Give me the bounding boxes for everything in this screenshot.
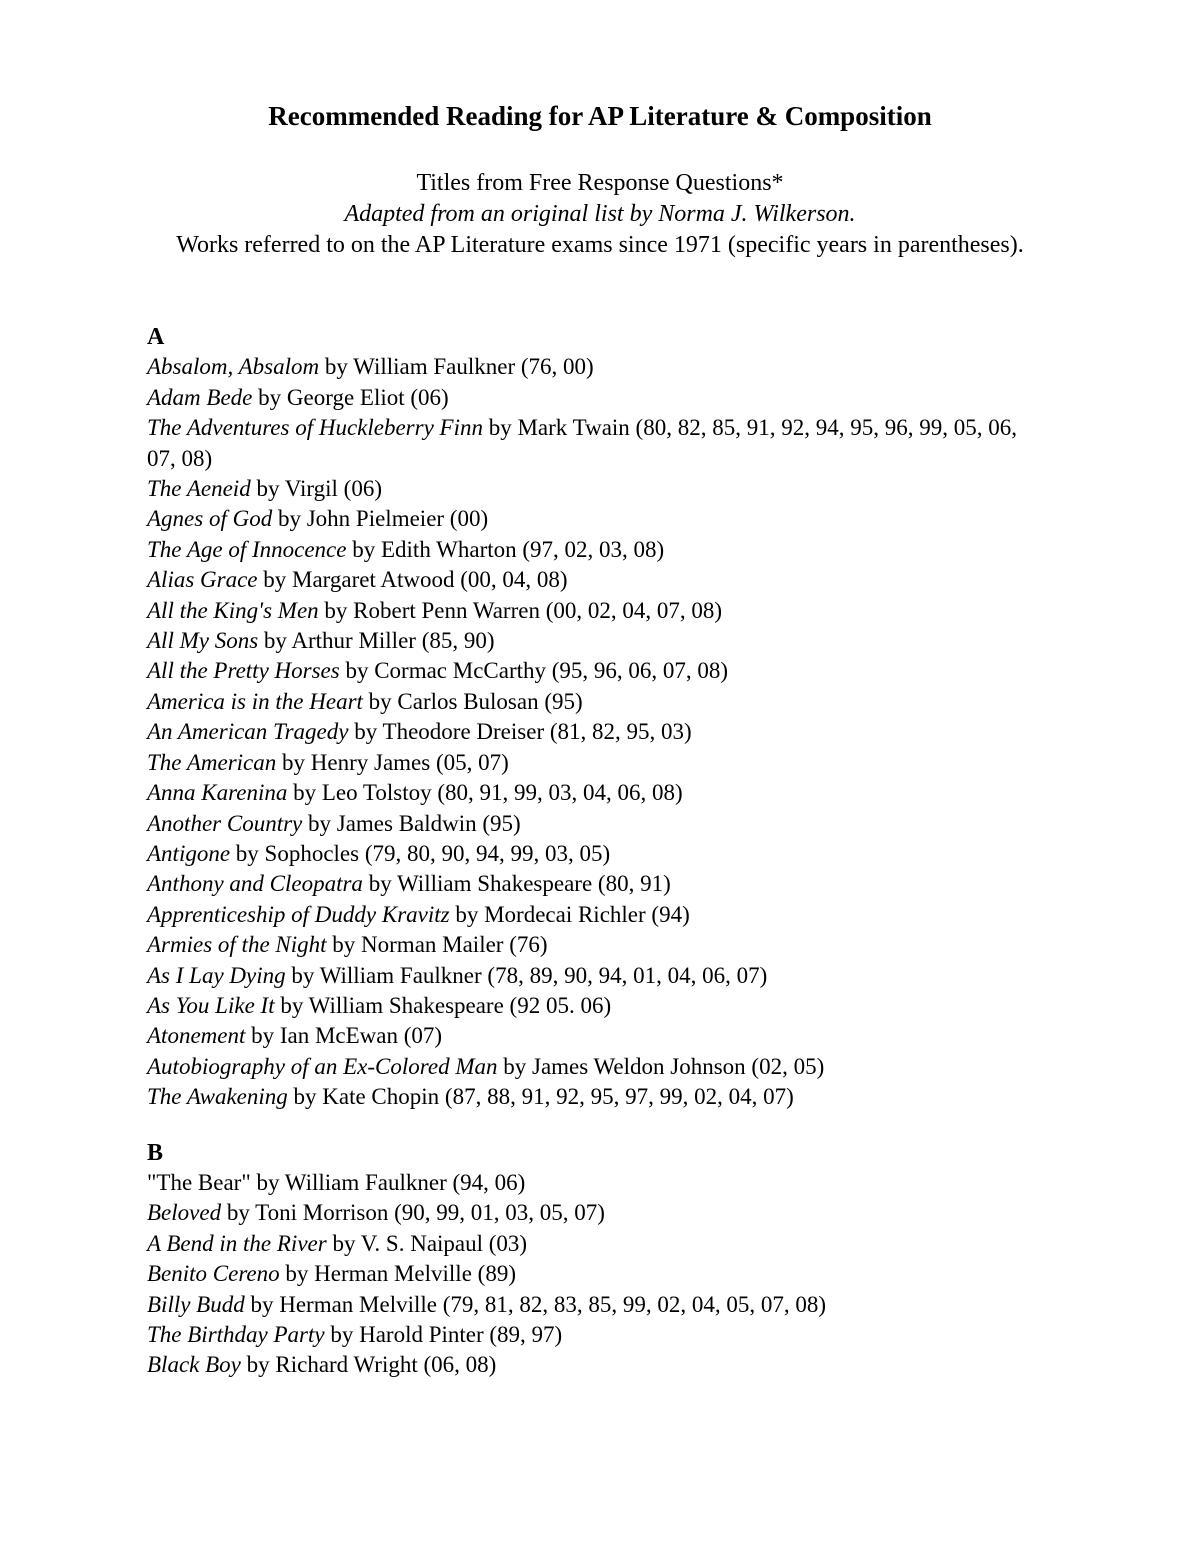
- list-item: [147, 930, 1047, 960]
- book-title: The Aeneid: [147, 476, 251, 502]
- list-item: [147, 839, 1047, 869]
- list-item: [147, 352, 1047, 382]
- book-details: by William Shakespeare (80, 91): [362, 871, 671, 897]
- book-details: by Herman Melville (79, 81, 82, 83, 85, 99, 02, 04, 05, 07, 08): [244, 1291, 827, 1317]
- book-details: by George Eliot (06): [252, 384, 449, 410]
- list-item: [147, 869, 1047, 899]
- book-title: A Bend in the River: [147, 1230, 327, 1256]
- list-item: [147, 1198, 1047, 1228]
- book-details: by Arthur Miller (85, 90): [258, 628, 495, 654]
- book-details: by Ian McEwan (07): [245, 1023, 443, 1049]
- reading-list: [147, 322, 1047, 1381]
- book-details: by William Faulkner (76, 00): [319, 354, 594, 380]
- book-details: by William Faulkner (78, 89, 90, 94, 01, 04, 06, 07): [285, 962, 768, 988]
- book-details: by Henry James (05, 07): [276, 749, 509, 775]
- book-details: by Herman Melville (89): [279, 1261, 516, 1287]
- book-title: Billy Budd: [147, 1291, 245, 1317]
- list-item: [147, 1168, 1047, 1198]
- list-item: [147, 1320, 1047, 1350]
- book-title: The Age of Innocence: [147, 536, 347, 562]
- book-title: The Awakening: [147, 1084, 288, 1110]
- list-item: [147, 1229, 1047, 1259]
- book-details: "The Bear" by William Faulkner (94, 06): [147, 1169, 526, 1195]
- section-spacer: [147, 1113, 1047, 1138]
- book-title: Benito Cereno: [147, 1261, 280, 1287]
- book-details: by Norman Mailer (76): [326, 932, 548, 958]
- book-details: by Mark Twain (80, 82, 85, 91, 92, 94, 95, 96, 99, 05, 06, 07, 08): [147, 415, 1017, 471]
- list-item: [147, 778, 1047, 808]
- book-title: As You Like It: [147, 992, 275, 1018]
- intro-subtitle: Titles from Free Response Questions*: [416, 170, 784, 196]
- book-title: Beloved: [147, 1200, 222, 1226]
- intro-description: Works referred to on the AP Literature exams since 1971 (specific years in parentheses).: [176, 232, 1024, 258]
- book-title: All the Pretty Horses: [147, 658, 340, 684]
- book-title: All the King's Men: [147, 597, 319, 623]
- book-details: by William Shakespeare (92 05. 06): [274, 992, 612, 1018]
- book-title: Autobiography of an Ex-Colored Man: [147, 1053, 498, 1079]
- book-title: Antigone: [147, 840, 231, 866]
- book-title: The American: [147, 749, 277, 775]
- intro-block: [150, 168, 1050, 261]
- book-title: All My Sons: [147, 628, 259, 654]
- section-b: [147, 1138, 1047, 1381]
- book-details: by Edith Wharton (97, 02, 03, 08): [346, 536, 665, 562]
- book-title: America is in the Heart: [147, 688, 363, 714]
- list-item: [147, 626, 1047, 656]
- book-details: by Carlos Bulosan (95): [362, 688, 583, 714]
- book-details: by Kate Chopin (87, 88, 91, 92, 95, 97, 99, 02, 04, 07): [287, 1084, 794, 1110]
- list-item: [147, 413, 1047, 474]
- list-item: [147, 961, 1047, 991]
- book-title: Anthony and Cleopatra: [147, 871, 363, 897]
- book-title: Another Country: [147, 810, 303, 836]
- book-details: by Leo Tolstoy (80, 91, 99, 03, 04, 06, 08): [287, 780, 683, 806]
- book-title: As I Lay Dying: [147, 962, 286, 988]
- book-title: Agnes of God: [147, 506, 273, 532]
- list-item: [147, 1021, 1047, 1051]
- book-details: by Robert Penn Warren (00, 02, 04, 07, 08): [318, 597, 723, 623]
- book-details: by John Pielmeier (00): [272, 506, 489, 532]
- book-details: by Cormac McCarthy (95, 96, 06, 07, 08): [339, 658, 729, 684]
- list-item: [147, 535, 1047, 565]
- book-details: by Virgil (06): [250, 476, 382, 502]
- book-details: by James Weldon Johnson (02, 05): [497, 1053, 825, 1079]
- book-title: Atonement: [147, 1023, 246, 1049]
- list-item: [147, 717, 1047, 747]
- section-letter: B: [147, 1139, 164, 1166]
- book-details: by Sophocles (79, 80, 90, 94, 99, 03, 05): [230, 840, 611, 866]
- list-item: [147, 383, 1047, 413]
- section-letter: A: [147, 324, 165, 350]
- list-item: [147, 748, 1047, 778]
- list-item: [147, 504, 1047, 534]
- book-title: An American Tragedy: [147, 719, 349, 745]
- list-item: [147, 656, 1047, 686]
- list-item: [147, 687, 1047, 717]
- book-title: Adam Bede: [147, 384, 253, 410]
- list-item: [147, 565, 1047, 595]
- list-item: [147, 474, 1047, 504]
- book-title: Black Boy: [147, 1352, 241, 1378]
- book-details: by Theodore Dreiser (81, 82, 95, 03): [348, 719, 692, 745]
- list-item: [147, 809, 1047, 839]
- list-item: [147, 1259, 1047, 1289]
- book-details: by Harold Pinter (89, 97): [324, 1322, 563, 1347]
- page-title: Recommended Reading for AP Literature & Composition: [268, 101, 932, 131]
- list-item: [147, 1082, 1047, 1112]
- book-title: Alias Grace: [147, 567, 258, 593]
- book-details: by Margaret Atwood (00, 04, 08): [257, 567, 568, 593]
- book-title: Armies of the Night: [147, 932, 327, 958]
- book-details: by Mordecai Richler (94): [449, 901, 690, 927]
- list-item: [147, 1052, 1047, 1082]
- book-title: Absalom, Absalom: [147, 354, 320, 380]
- book-title: The Birthday Party: [147, 1322, 325, 1347]
- book-details: by Richard Wright (06, 08): [240, 1352, 497, 1378]
- book-details: by V. S. Naipaul (03): [326, 1230, 528, 1256]
- list-item: [147, 1350, 1047, 1380]
- list-item: [147, 991, 1047, 1021]
- section-a: [147, 322, 1047, 1113]
- book-title: Apprenticeship of Duddy Kravitz: [147, 901, 450, 927]
- intro-attribution: Adapted from an original list by Norma J. Wilkerson.: [344, 201, 856, 227]
- list-item: [147, 596, 1047, 626]
- list-item: [147, 1290, 1047, 1320]
- book-details: by Toni Morrison (90, 99, 01, 03, 05, 07): [221, 1200, 605, 1226]
- book-title: The Adventures of Huckleberry Finn: [147, 415, 483, 441]
- book-details: by James Baldwin (95): [302, 810, 521, 836]
- list-item: [147, 900, 1047, 930]
- book-title: Anna Karenina: [147, 780, 288, 806]
